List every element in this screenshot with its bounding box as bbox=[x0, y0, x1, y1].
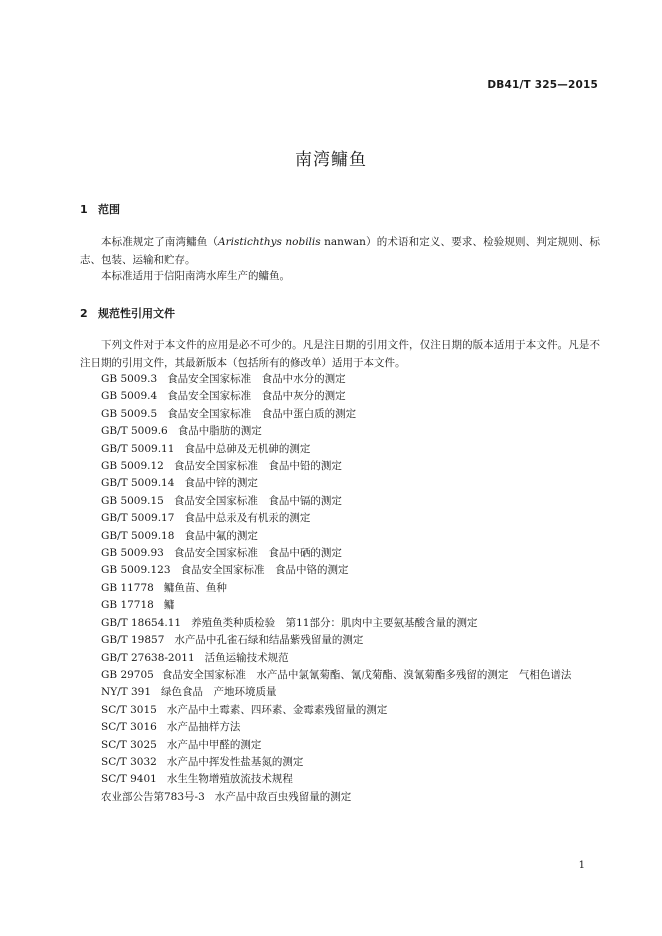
reference-item bbox=[80, 441, 600, 458]
reference-code: GB 5009.3 bbox=[101, 373, 158, 385]
reference-title: 水产品中敌百虫残留量的测定 bbox=[214, 790, 352, 803]
reference-item bbox=[80, 493, 600, 510]
reference-item bbox=[80, 737, 600, 754]
reference-item bbox=[80, 475, 600, 492]
reference-title: 食品安全国家标准 食品中铅的测定 bbox=[173, 460, 342, 473]
reference-code: SC/T 3025 bbox=[101, 738, 157, 751]
reference-item bbox=[80, 597, 600, 614]
page-number: 1 bbox=[578, 860, 585, 871]
reference-item bbox=[80, 545, 600, 562]
reference-item bbox=[80, 684, 600, 701]
reference-code: SC/T 3016 bbox=[101, 721, 157, 734]
reference-item bbox=[80, 371, 600, 388]
section-heading-scope bbox=[80, 201, 120, 217]
reference-title: 食品安全国家标准 食品中铬的测定 bbox=[180, 564, 349, 577]
reference-title: 水生生物增殖放流技术规程 bbox=[166, 773, 293, 786]
reference-code: GB/T 5009.14 bbox=[101, 477, 175, 490]
reference-title: 食品安全国家标准 食品中镉的测定 bbox=[173, 494, 342, 507]
reference-title: 食品中脂肪的测定 bbox=[177, 425, 262, 438]
reference-item bbox=[80, 702, 600, 719]
reference-title: 食品安全国家标准 食品中灰分的测定 bbox=[167, 390, 346, 403]
reference-code: SC/T 3015 bbox=[101, 703, 157, 716]
applicability-paragraph: 本标准适用于信阳南湾水库生产的鳙鱼。 bbox=[101, 270, 290, 282]
reference-item bbox=[80, 580, 600, 597]
reference-title: 食品安全国家标准 水产品中氯氰菊酯、氰戊菊酯、溴氰菊酯多残留的测定 气相色谱法 bbox=[161, 668, 572, 681]
latin-name: Aristichthys nobilis bbox=[218, 236, 321, 248]
reference-item bbox=[80, 632, 600, 649]
reference-item bbox=[80, 771, 600, 788]
reference-title: 水产品中孔雀石绿和结晶紫残留量的测定 bbox=[174, 634, 364, 647]
section-title: 规范性引用文件 bbox=[98, 307, 175, 320]
reference-item bbox=[80, 719, 600, 736]
reference-code: GB/T 19857 bbox=[101, 634, 165, 647]
reference-code: GB 5009.12 bbox=[101, 460, 164, 473]
reference-title: 活鱼运输技术规范 bbox=[204, 651, 289, 664]
reference-code: NY/T 391 bbox=[101, 686, 152, 699]
reference-title: 水产品抽样方法 bbox=[166, 721, 241, 734]
reference-item bbox=[80, 406, 600, 423]
scope-text-post: nanwan）的术语和定义、要求、检验规则、判定规则、标志、包装、运输和贮存。 bbox=[80, 236, 601, 266]
reference-title: 食品中锌的测定 bbox=[184, 477, 258, 490]
reference-title: 食品安全国家标准 食品中硒的测定 bbox=[173, 547, 342, 560]
reference-item bbox=[80, 423, 600, 440]
reference-code: GB 5009.4 bbox=[101, 390, 158, 403]
reference-code: GB 29705 bbox=[101, 668, 154, 681]
reference-code: GB 5009.123 bbox=[101, 564, 171, 577]
reference-item bbox=[80, 510, 600, 527]
reference-item bbox=[80, 458, 600, 475]
reference-title: 食品中总砷及无机砷的测定 bbox=[184, 442, 311, 455]
references-intro: 下列文件对于本文件的应用是必不可少的。凡是注日期的引用文件，仅注日期的版本适用于本文件。凡是不注日期的引用文件，其最新版本（包括所有的修改单）适用于本文件。 bbox=[80, 339, 600, 369]
reference-title: 绿色食品 产地环境质量 bbox=[161, 686, 277, 699]
section-heading-normative-references bbox=[80, 305, 175, 321]
reference-code: GB/T 5009.11 bbox=[101, 442, 175, 455]
reference-title: 水产品中挥发性盐基氮的测定 bbox=[166, 755, 304, 768]
reference-list bbox=[80, 371, 600, 806]
section-number: 2 bbox=[80, 307, 88, 320]
reference-title: 水产品中甲醛的测定 bbox=[166, 738, 262, 751]
reference-code: GB 5009.93 bbox=[101, 547, 164, 560]
reference-item bbox=[80, 789, 600, 806]
reference-code: SC/T 9401 bbox=[101, 773, 157, 786]
reference-code: GB 17718 bbox=[101, 599, 154, 612]
reference-item bbox=[80, 754, 600, 771]
reference-item bbox=[80, 388, 600, 405]
reference-code: GB/T 5009.18 bbox=[101, 529, 175, 542]
standard-number: DB41/T 325—2015 bbox=[487, 79, 598, 91]
reference-code: 农业部公告第783号-3 bbox=[101, 790, 205, 803]
section-number: 1 bbox=[80, 203, 88, 216]
reference-title: 水产品中土霉素、四环素、金霉素残留量的测定 bbox=[166, 703, 388, 716]
reference-item bbox=[80, 667, 600, 684]
reference-title: 食品中氟的测定 bbox=[184, 529, 258, 542]
reference-title: 鳙 bbox=[163, 599, 175, 612]
scope-text-pre: 本标准规定了南湾鳙鱼（ bbox=[101, 236, 219, 248]
reference-code: GB 5009.5 bbox=[101, 407, 158, 420]
reference-code: GB 11778 bbox=[101, 581, 154, 594]
reference-code: GB/T 5009.6 bbox=[101, 425, 168, 438]
document-title: 南湾鳙鱼 bbox=[295, 150, 367, 170]
reference-code: GB/T 27638-2011 bbox=[101, 651, 195, 664]
reference-title: 鳙鱼苗、鱼种 bbox=[163, 581, 227, 594]
reference-item bbox=[80, 528, 600, 545]
reference-item bbox=[80, 650, 600, 667]
scope-paragraph bbox=[80, 234, 600, 269]
reference-code: GB 5009.15 bbox=[101, 494, 164, 507]
reference-title: 食品中总汞及有机汞的测定 bbox=[184, 512, 311, 525]
reference-item bbox=[80, 615, 600, 632]
reference-title: 食品安全国家标准 食品中蛋白质的测定 bbox=[167, 407, 357, 420]
reference-code: SC/T 3032 bbox=[101, 755, 157, 768]
reference-title: 养殖鱼类种质检验 第11部分：肌肉中主要氨基酸含量的测定 bbox=[191, 616, 478, 629]
section-title: 范围 bbox=[98, 203, 120, 216]
reference-code: GB/T 18654.11 bbox=[101, 616, 182, 629]
reference-code: GB/T 5009.17 bbox=[101, 512, 175, 525]
reference-item bbox=[80, 562, 600, 579]
reference-title: 食品安全国家标准 食品中水分的测定 bbox=[167, 373, 346, 385]
